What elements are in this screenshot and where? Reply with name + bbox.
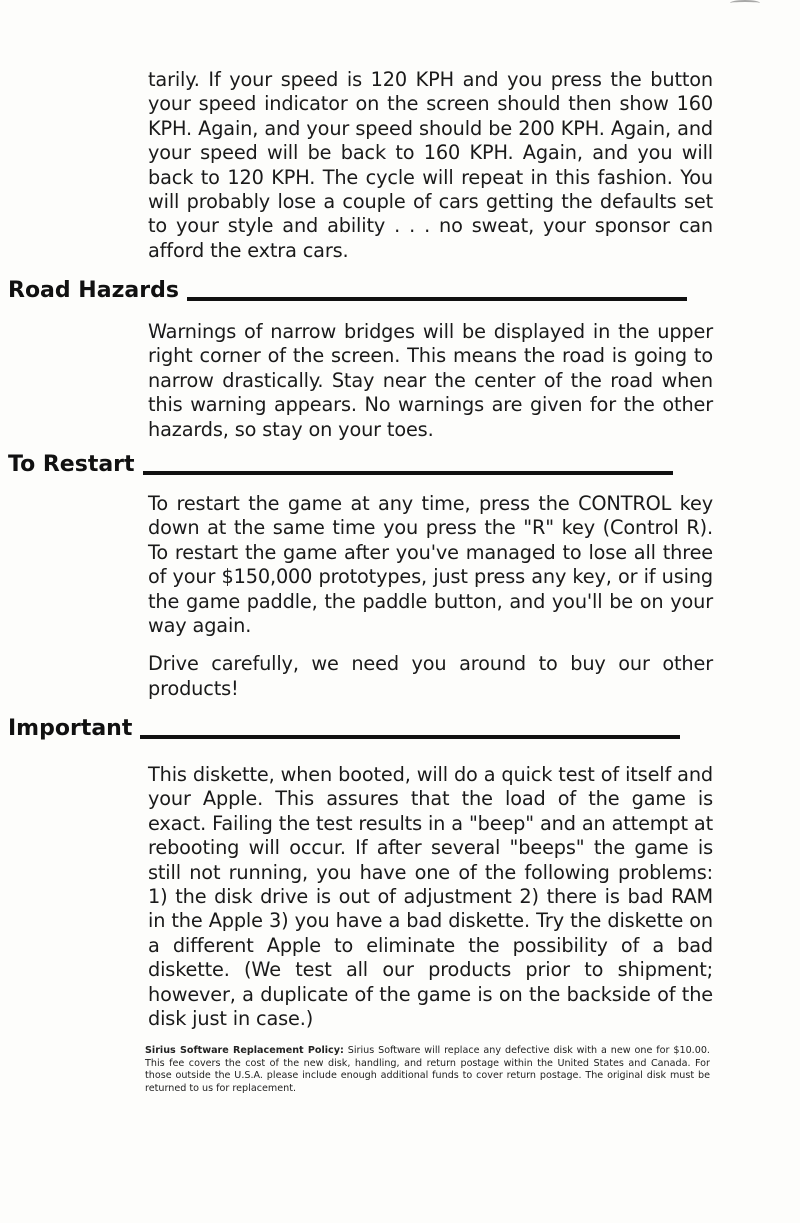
scan-mark [730, 0, 760, 6]
policy-text: Sirius Software will replace any defective disk with a new one for $10.00. This fee covers the cost of the new disk, handling, and return postage within the United States and Canada. For those outside the U.S.A. please include enough additional funds to cover return postage. The original disk must be returned to us for replacement. [145, 1045, 710, 1094]
intro-section [148, 68, 713, 263]
road-hazards-title: Road Hazards [8, 278, 179, 303]
road-hazards-section [148, 320, 713, 442]
replacement-policy [145, 1045, 710, 1095]
to-restart-heading [8, 452, 673, 478]
important-section [148, 763, 713, 1031]
policy-label: Sirius Software Replacement Policy: [145, 1045, 344, 1056]
to-restart-paragraph-1: To restart the game at any time, press the CONTROL key down at the same time you press the "R" key (Control R). To restart the game after you've managed to lose all three of your $150,000 prototypes, just press any key, or if using the game paddle, the paddle button, and you'll be on your way again. [148, 492, 713, 638]
road-hazards-heading [8, 278, 687, 304]
to-restart-title: To Restart [8, 452, 135, 477]
heading-rule [140, 735, 680, 739]
to-restart-section [148, 492, 713, 701]
to-restart-paragraph-2: Drive carefully, we need you around to buy our other products! [148, 652, 713, 700]
road-hazards-paragraph: Warnings of narrow bridges will be displayed in the upper right corner of the screen. This means the road is going to narrow drastically. Stay near the center of the road when this warning appears. No warnings are given for the other hazards, so stay on your toes. [148, 320, 713, 441]
important-heading [8, 716, 680, 742]
important-paragraph: This diskette, when booted, will do a quick test of itself and your Apple. This assures that the load of the game is exact. Failing the test results in a "beep" and an attempt at rebooting will occur. If after several "beeps" the game is still not running, you have one of the following problems: 1) the disk drive is out of adjustment 2) there is bad RAM in the Apple 3) you have a bad diskette. Try the diskette on a different Apple to eliminate the possibility of a bad diskette. (We test all our products prior to shipment; however, a duplicate of the game is on the backside of the disk just in case.) [148, 763, 713, 1031]
intro-paragraph: tarily. If your speed is 120 KPH and you press the button your speed indicator on the screen should then show 160 KPH. Again, and your speed should be 200 KPH. Again, and your speed will be back to 160 KPH. Again, and you will back to 120 KPH. The cycle will repeat in this fashion. You will probably lose a couple of cars getting the defaults set to your style and ability . . . no sweat, your sponsor can afford the extra cars. [148, 68, 713, 262]
important-title: Important [8, 716, 133, 741]
heading-rule [187, 297, 687, 301]
heading-rule [143, 471, 673, 475]
